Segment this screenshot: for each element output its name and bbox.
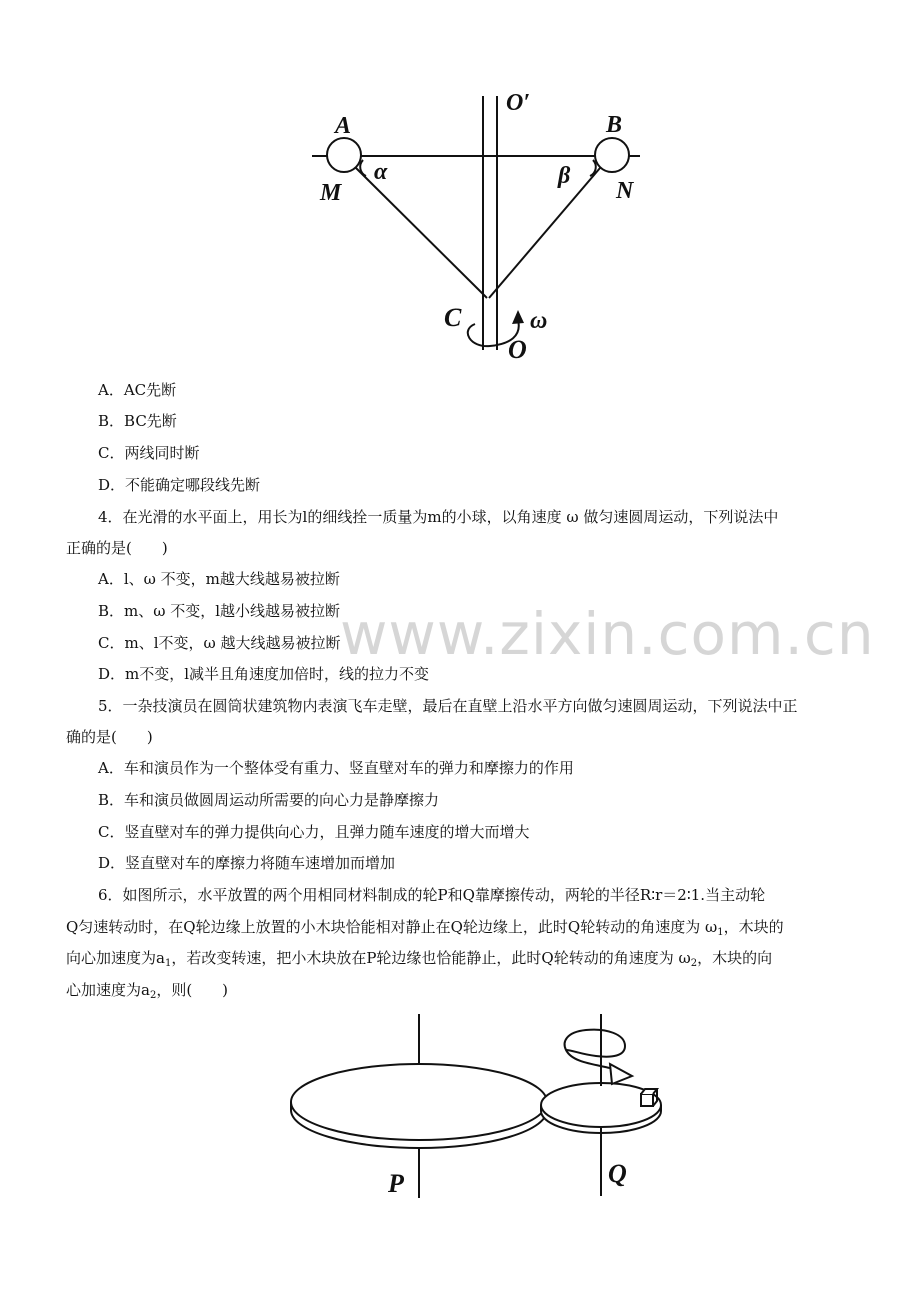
wood-block — [641, 1094, 653, 1106]
wheel-p — [291, 1064, 547, 1140]
ball-b — [595, 138, 629, 172]
q4-option-c: C．m、l不变，ω 越大线越易被拉断 — [98, 634, 341, 652]
label-q: Q — [608, 1159, 627, 1188]
label-o-prime: O′ — [506, 90, 531, 116]
label-alpha: α — [374, 159, 388, 185]
q3-option-a: A．AC先断 — [98, 381, 177, 399]
figure-rotating-frame — [300, 80, 660, 370]
q3-option-d: D．不能确定哪段线先断 — [98, 476, 261, 494]
label-a: A — [335, 113, 352, 139]
rotation-band — [565, 1030, 625, 1070]
q6-stem-line1: 6．如图所示，水平放置的两个用相同材料制成的轮P和Q靠摩擦传动，两轮的半径R∶r＝2∶1.当主动轮 — [98, 886, 766, 904]
watermark: www.zixin.com.cn — [340, 600, 875, 668]
string-ac — [356, 168, 487, 298]
q5-option-c: C．竖直壁对车的弹力提供向心力，且弹力随车速度的增大而增大 — [98, 823, 530, 841]
q4-option-a: A．l、ω 不变，m越大线越易被拉断 — [98, 570, 340, 588]
q6-stem-line3: 向心加速度为$a_1$，若改变转速，把小木块放在P轮边缘也恰能静止，此时Q轮转动的角速度为 $\omega_2$，木块的向 — [66, 949, 773, 969]
q5-option-b: B．车和演员做圆周运动所需要的向心力是静摩擦力 — [98, 791, 440, 809]
label-b: B — [606, 112, 623, 138]
rotation-arrow-head — [512, 310, 524, 324]
q4-stem-line1: 4．在光滑的水平面上，用长为l的细线拴一质量为m的小球，以角速度 ω 做匀速圆周运动，下列说法中 — [98, 508, 779, 526]
rotation-arrow-head — [610, 1064, 632, 1084]
q6-stem-line4: 心加速度为$a_2$，则( ) — [66, 981, 229, 1001]
label-n: N — [616, 178, 634, 204]
label-beta: β — [558, 163, 571, 189]
q5-option-a: A．车和演员作为一个整体受有重力、竖直壁对车的弹力和摩擦力的作用 — [98, 759, 574, 777]
figure-friction-wheels — [280, 1010, 680, 1210]
q6-stem-line2: Q匀速转动时，在Q轮边缘上放置的小木块恰能相对静止在Q轮边缘上，此时Q轮转动的角速度为 $\omega_1$，木块的 — [66, 918, 784, 938]
label-c: C — [444, 303, 462, 332]
label-m: M — [320, 180, 342, 206]
q4-stem-line2: 正确的是( ) — [66, 539, 168, 557]
q4-option-b: B．m、ω 不变，l越小线越易被拉断 — [98, 602, 341, 620]
q5-stem-line1: 5．一杂技演员在圆筒状建筑物内表演飞车走壁，最后在直壁上沿水平方向做匀速圆周运动，下列说法中正 — [98, 697, 798, 715]
q3-option-c: C．两线同时断 — [98, 444, 200, 462]
label-o: O — [508, 335, 527, 364]
rotation-band-inner — [566, 1046, 625, 1057]
q3-option-b: B．BC先断 — [98, 412, 177, 430]
label-omega: ω — [530, 308, 548, 334]
q5-option-d: D．竖直壁对车的摩擦力将随车速增加而增加 — [98, 854, 396, 872]
string-bc — [489, 168, 600, 298]
q4-option-d: D．m不变，l减半且角速度加倍时，线的拉力不变 — [98, 665, 430, 683]
wood-block-top — [641, 1089, 657, 1094]
q5-stem-line2: 确的是( ) — [66, 728, 153, 746]
label-p: P — [388, 1169, 404, 1198]
ball-a — [327, 138, 361, 172]
